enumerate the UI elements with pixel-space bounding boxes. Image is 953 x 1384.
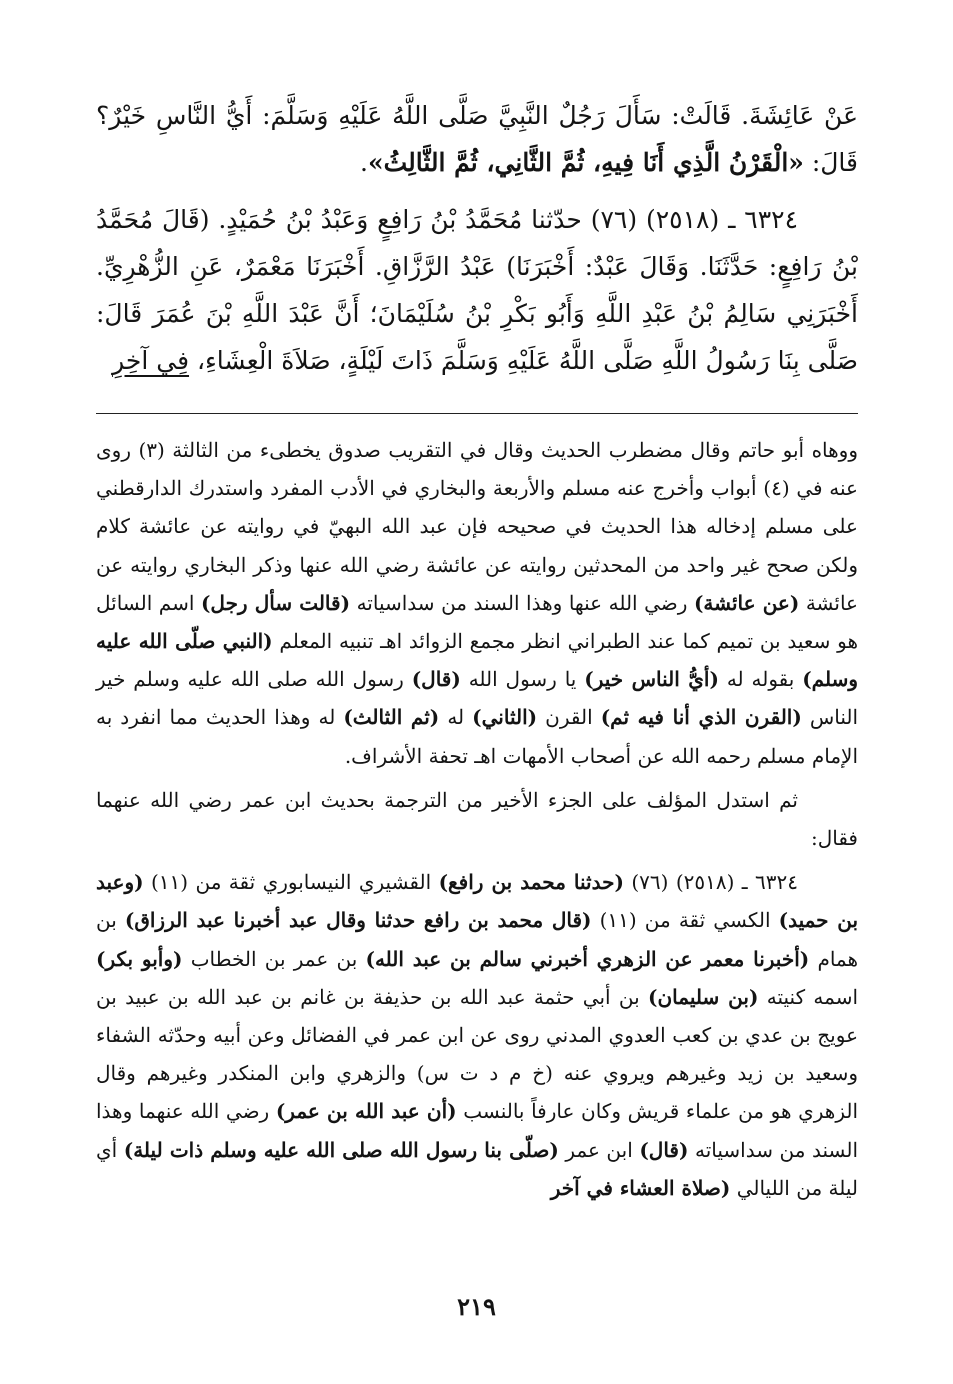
hadith-quote: «الْقَرْنُ الَّذِي أَنَا فِيهِ، ثُمَّ الثَّانِي، ثُمَّ الثَّالِثُ» (367, 148, 804, 177)
commentary-paragraph-3: ٦٣٢٤ ـ (٢٥١٨) (٧٦) (حدثنا محمد بن رافع) القشيري النيسابوري ثقة من (١١) (وعبد بن حميد) الكسي ثقة من (١١) (قال محمد بن رافع حدثنا وقال عبد أخبرنا عبد الرزاق) بن همام (أخبرنا معمر عن الزهري أخبرني سالم بن عبد الله) بن عمر بن الخطاب (وأبو بكر) اسمه كنيته (بن سليمان) بن أبي حثمة عبد الله بن حذيفة بن غانم بن عبد الله بن عبيد بن عويج بن عدي بن كعب العدوي المدني روى عن ابن عمر في الفضائل وعن أبيه وحدّثه الشفاء وسعيد بن زيد وغيرهم ويروي عنه (خ م د ت س) والزهري وابن المنكدر وغيرهم وقال الزهري هو من علماء قريش وكان عارفاً بالنسب (أن عبد الله بن عمر) رضي الله عنهما وهذا السند من سداسياته (قال) ابن عمر (صلّى بنا رسول الله صلى الله عليه وسلم ذات ليلة) أي ليلة من الليالي (صلاة العشاء في آخر (96, 870, 859, 1200)
hadith-paragraph-2 (96, 196, 858, 384)
main-hadith-text (96, 92, 858, 384)
footnote-separator (96, 413, 858, 414)
hadith-catchword: فِي آخِرِ (112, 346, 190, 375)
hadith-text: عَنْ عَائِشَةَ. قَالَتْ: سَأَلَ رَجُلٌ النَّبِيَّ صَلَّى اللَّهُ عَلَيْهِ وَسَلَّمَ: أَيُّ النَّاسِ خَيْرٌ؟ قَالَ: (96, 101, 858, 177)
page-number: ٢١٩ (457, 1292, 496, 1321)
commentary-paragraph-2: ثم استدل المؤلف على الجزء الأخير من الترجمة بحديث ابن عمر رضي الله عنهما فقال: (96, 787, 858, 851)
commentary-paragraph-1: ووهاه أبو حاتم وقال مضطرب الحديث وقال في التقريب صدوق يخطىء من الثالثة (٣) روى عنه في (٤) أبواب وأخرج عنه مسلم والأربعة والبخاري في الأدب المفرد واستدرك الدارقطني على مسلم إدخاله هذا الحديث في صحيحه فإن عبد الله البهيّ في روايته عن عائشة كلام ولكن صحح غير واحد من المحدثين روايته عن عائشة رضي الله عنها وذكر البخاري روايته عن عائشة (عن عائشة) رضي الله عنها وهذا السند من سداسياته (قالت سأل رجل) اسم السائل هو سعيد بن تميم كما عند الطبراني انظر مجمع الزوائد اهـ تنبيه المعلم (النبي صلّى الله عليه وسلم) بقوله له (أيُّ الناس خير) يا رسول الله (قال) رسول الله صلى الله عليه وسلم خير الناس (القرن الذي أنا فيه ثم) القرن (الثاني) له (ثم الثالث) له وهذا الحديث مما انفرد به الإمام مسلم رحمه الله عن أصحاب الأمهات اهـ تحفة الأشراف. (96, 438, 859, 768)
hadith-text: . (359, 148, 368, 177)
commentary (96, 431, 858, 1207)
hadith-paragraph-1 (96, 92, 858, 186)
hadith-text: ٦٣٢٤ ـ (٢٥١٨) (٧٦) حدّثنا مُحَمَّدُ بْنُ رَافِعٍ وَعَبْدُ بْنُ حُمَيْدٍ. (قَالَ مُحَمَّدُ بْنُ رَافِعٍ: حَدَّثَنَا. وَقَالَ عَبْدٌ: أَخْبَرَنَا) عَبْدُ الرَّزَّاقِ. أَخْبَرَنَا مَعْمَرٌ، عَنِ الزُّهْرِيِّ. أَخْبَرَنِي سَالِمُ بْنُ عَبْدِ اللَّهِ وَأَبُو بَكْرِ بْنُ سُلَيْمَانَ؛ أَنَّ عَبْدَ اللَّهِ بْنَ عُمَرَ قَالَ: صَلَّى بِنَا رَسُولُ اللَّهِ صَلَّى اللَّهُ عَلَيْهِ وَسَلَّمَ ذَاتَ لَيْلَةٍ، صَلاَةَ الْعِشَاءِ، (96, 205, 858, 375)
